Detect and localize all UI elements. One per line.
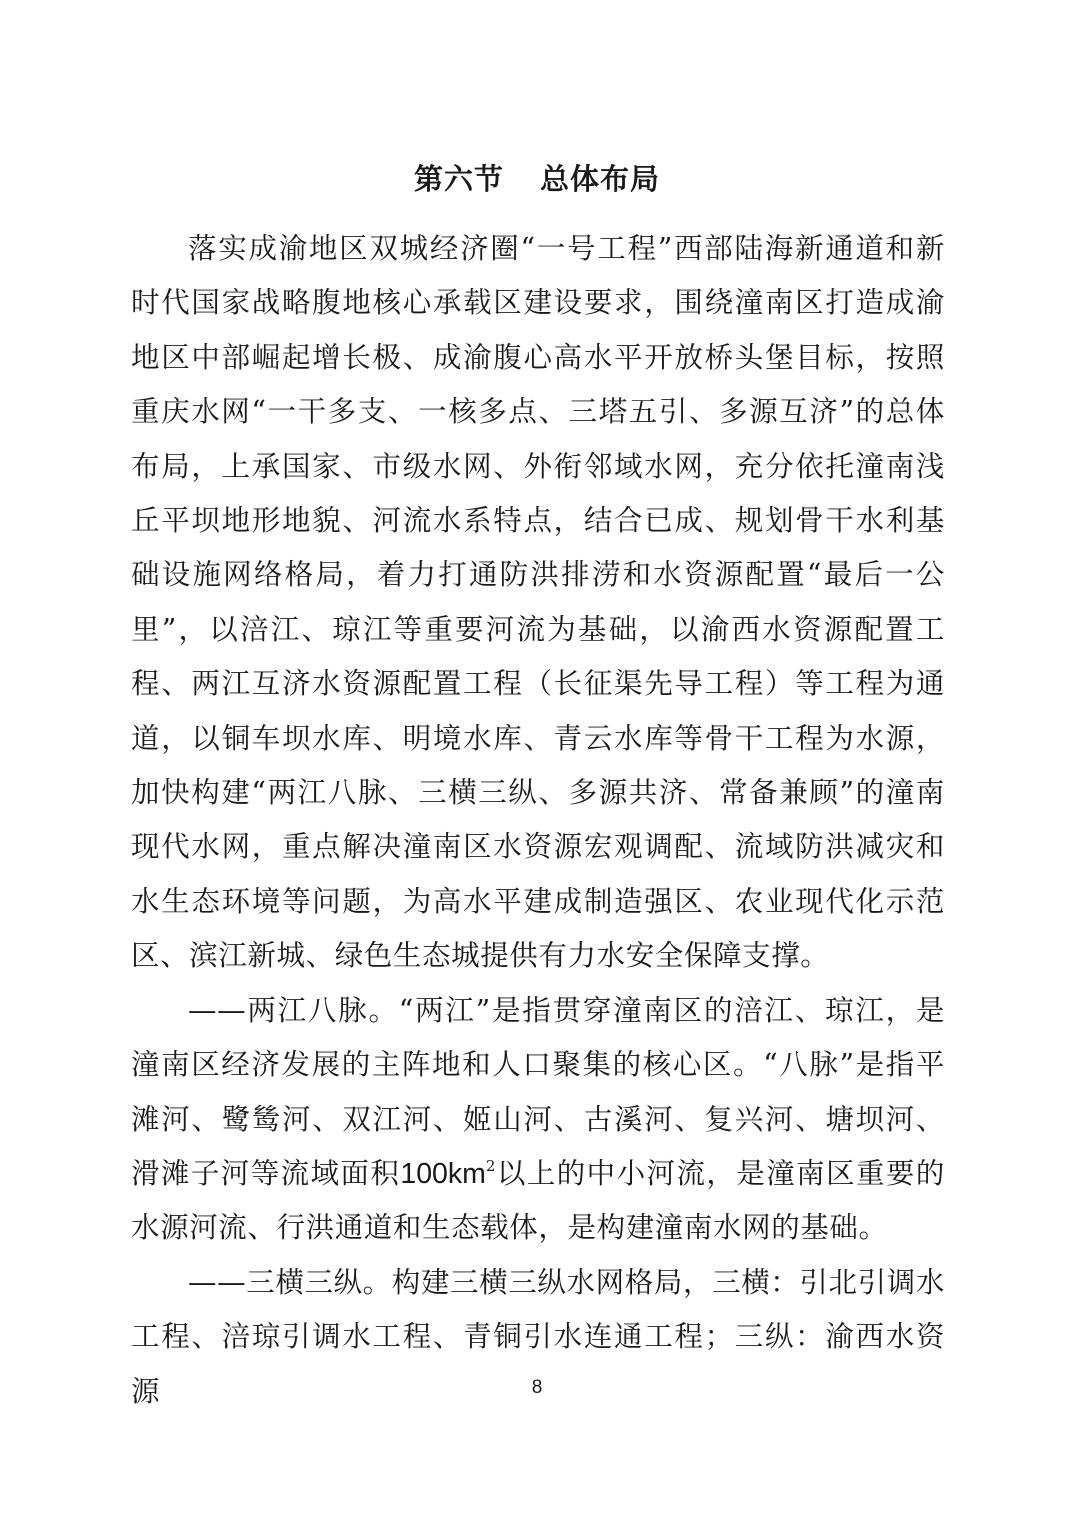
paragraph-two-text-after: 以上的中小河流，是潼南区重要的水源河流、行洪通道和生态载体，是构建潼南水网的基础。 — [131, 1156, 945, 1245]
page-number: 8 — [531, 1377, 543, 1398]
paragraph-two-text-before: ——两江八脉。“两江”是指贯穿潼南区的涪江、琼江，是潼南区经济发展的主阵地和人口聚集的核心区。“八脉”是指平滩河、鹭鸶河、双江河、姬山河、古溪河、复兴河、塘坝河、滑滩子河等流域面积 — [131, 993, 945, 1190]
paragraph-two-rivers-eight-veins — [131, 984, 945, 1256]
section-number: 第六节 — [413, 162, 504, 197]
paragraph-overview: 落实成渝地区双城经济圈“一号工程”西部陆海新通道和新时代国家战略腹地核心承载区建设要求，围绕潼南区打造成渝地区中部崛起增长极、成渝腹心高水平开放桥头堡目标，按照重庆水网“一干多支、一核多点、三塔五引、多源互济”的总体布局，上承国家、市级水网、外衔邻域水网，充分依托潼南浅丘平坝地形地貌、河流水系特点，结合已成、规划骨干水利基础设施网络格局，着力打通防洪排涝和水资源配置“最后一公里”，以涪江、琼江等重要河流为基础，以渝西水资源配置工程、两江互济水资源配置工程（长征渠先导工程）等工程为通道，以铜车坝水库、明境水库、青云水库等骨干工程为水源，加快构建“两江八脉、三横三纵、多源共济、常备兼顾”的潼南现代水网，重点解决潼南区水资源宏观调配、流域防洪减灾和水生态环境等问题，为高水平建成制造强区、农业现代化示范区、滨江新城、绿色生态城提供有力水安全保障支撑。 — [131, 232, 945, 973]
section-heading: 总体布局 — [540, 162, 661, 197]
area-unit-superscript: 2 — [485, 1156, 497, 1175]
section-title — [0, 157, 1074, 201]
paragraph-three-horizontal-three-vertical: ——三横三纵。构建三横三纵水网格局，三横：引北引调水工程、涪琼引调水工程、青铜引水连通工程；三纵：渝西水资源 — [131, 1265, 945, 1408]
area-value: 100km — [400, 1157, 486, 1190]
body-text — [131, 222, 945, 1419]
